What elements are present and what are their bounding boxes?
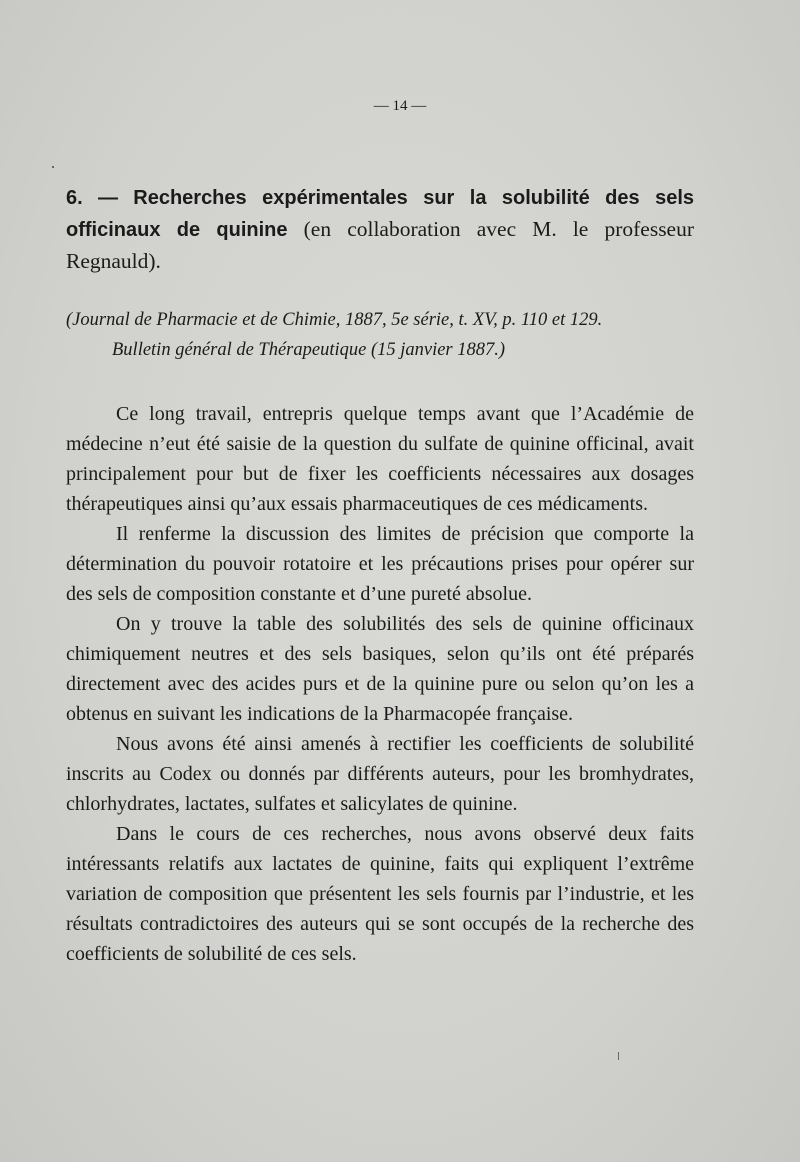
- citation-line-1: (Journal de Pharmacie et de Chimie, 1887, 5e série, t. XV, p. 110 et 129.: [66, 310, 603, 330]
- paragraph-5: Dans le cours de ces recherches, nous avons observé deux faits intéressants relatifs aux lactates de quinine, faits qui expliquent l’extrême variation de composition que présentent les sels fournis par l’industrie, et les résultats contradictoires des auteurs qui se sont occupés de la recherche des coefficients de solubilité de ces sels.: [66, 823, 694, 965]
- section-dash: —: [97, 187, 118, 209]
- paper-speck: [52, 166, 54, 168]
- page-number: — 14 —: [373, 98, 427, 114]
- paragraph-1: Ce long travail, entrepris quelque temps avant que l’Académie de médecine n’eut été saisie de la question du sulfate de quinine officinal, avait principalement pour but de fixer les coefficients nécessaires aux dosages thérapeutiques ainsi qu’aux essais pharmaceutiques de ces médicaments.: [66, 403, 694, 515]
- section-heading: [66, 182, 694, 277]
- section-title: Recherches expérimentales sur la solubilité des sels officinaux de quinine: [66, 187, 694, 241]
- paragraph-3: On y trouve la table des solubilités des sels de quinine officinaux chimiquement neutres et des sels basiques, selon qu’ils ont été préparés directement avec des acides purs et de la quinine pure ou selon qu’on les a obtenus en suivant les indications de la Pharmacopée française.: [66, 613, 694, 725]
- section-collaboration: (en collaboration avec M. le professeur Regnauld).: [66, 217, 695, 273]
- citation-line-2: Bulletin général de Thérapeutique (15 janvier 1887.): [112, 340, 506, 360]
- page-content: [66, 182, 694, 969]
- paper-speck: [618, 1052, 619, 1060]
- section-number: 6.: [66, 187, 83, 209]
- paragraph-2: Il renferme la discussion des limites de précision que comporte la détermination du pouvoir rotatoire et les précautions prises pour opérer sur des sels de composition constante et d’une pureté absolue.: [66, 523, 694, 605]
- citation: [66, 305, 694, 365]
- paragraph-4: Nous avons été ainsi amenés à rectifier les coefficients de solubilité inscrits au Codex ou donnés par différents auteurs, pour les bromhydrates, chlorhydrates, lactates, sulfates et salicylates de quinine.: [66, 733, 694, 815]
